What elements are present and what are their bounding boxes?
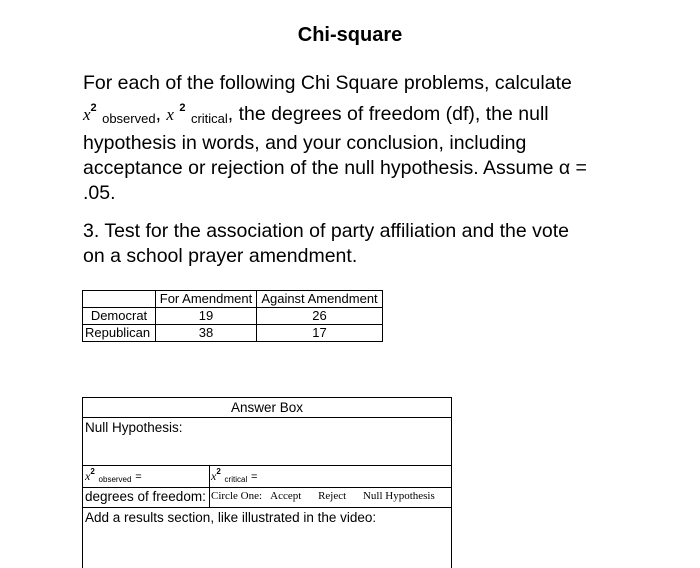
instructions-line-3: hypothesis in words, and your conclusion, including [83,132,527,154]
chi-observed-field[interactable] [85,467,142,484]
null-hypothesis-option: Null Hypothesis [362,490,435,502]
degrees-of-freedom-row [83,488,451,508]
comma: , [227,103,234,125]
table-row [83,308,383,325]
table-cell: 26 [257,308,383,325]
null-hypothesis-label: Null Hypothesis: [85,420,183,435]
table-header-cell: For Amendment [156,291,257,308]
reject-option[interactable]: Reject [318,490,347,502]
table-header-row [83,291,383,308]
critical-subscript: critical [190,111,228,126]
table-cell: 17 [257,325,383,342]
chi-critical-field[interactable] [211,467,257,484]
superscript-2: 2 [90,467,95,476]
table-header-cell [83,291,156,308]
chi-symbol: x [166,105,174,124]
instructions-line-4: acceptance or rejection of the null hypothesis. Assume α = [83,157,587,179]
chi-symbol: x [211,469,217,483]
answer-box-header: Answer Box [83,398,451,418]
observed-subscript: observed [102,111,156,126]
problem-line-1: 3. Test for the association of party affiliation and the vote [83,220,569,242]
superscript-2: 2 [179,102,186,114]
problem-3 [83,219,623,269]
instructions-line-1: For each of the following Chi Square problems, calculate [83,72,572,94]
table-cell: 19 [156,308,257,325]
superscript-2: 2 [216,467,221,476]
null-hypothesis-field[interactable] [83,418,451,466]
column-divider [209,466,210,487]
table-row [83,325,383,342]
table-cell: 38 [156,325,257,342]
chi-square-row [83,466,451,488]
instructions-line-2 [83,96,623,131]
instructions-paragraph [83,71,623,206]
comma: , [155,103,161,125]
contingency-table [82,290,383,342]
table-cell: Republican [83,325,156,342]
instructions-line-5: .05. [83,182,116,204]
accept-option[interactable]: Accept [270,490,302,502]
circle-one-options [211,490,435,502]
table-cell: Democrat [83,308,156,325]
chi-symbol: x [83,105,91,124]
table-header-cell: Against Amendment [257,291,383,308]
chi-symbol: x [85,469,91,483]
problem-line-2: on a school prayer amendment. [83,245,358,267]
superscript-2: 2 [90,102,97,114]
equals-sign: = [135,471,142,483]
df-label[interactable]: degrees of freedom: [85,489,206,504]
critical-subscript: critical [224,475,248,484]
instructions-line-2-rest: the degrees of freedom (df), the null [233,103,549,125]
answer-box [82,397,452,568]
results-section-prompt[interactable]: Add a results section, like illustrated in the video: [85,510,377,525]
circle-one-label: Circle One: [211,490,263,502]
equals-sign: = [250,471,258,483]
page-title: Chi-square [297,24,403,46]
column-divider [209,488,210,507]
observed-subscript: observed [98,475,132,484]
